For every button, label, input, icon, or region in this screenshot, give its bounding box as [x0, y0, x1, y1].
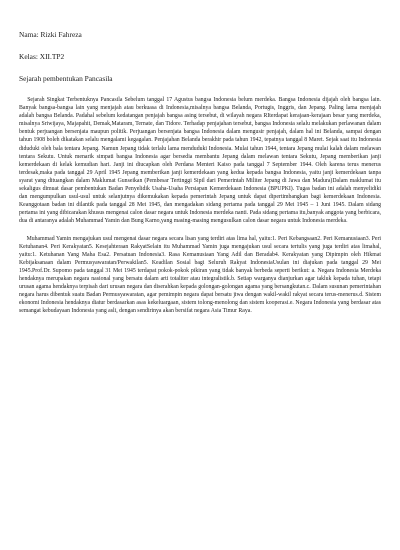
- proposal-paragraph: [19, 235, 381, 316]
- history-paragraph: [19, 96, 381, 226]
- student-name-line: Nama: Rizki Fahreza: [19, 30, 82, 39]
- class-line: Kelas: XII.TP2: [19, 52, 65, 61]
- topic-line: Sejarah pembentukan Pancasila: [19, 74, 113, 83]
- proposal-paragraph-text: Muhammad Yamin mengajukan usul mengenai dasar negara secara lisan yang terdiri atas lima hal, yaitu:1. Peri Kebangsaan2. Peri Kemanusiaan3. Peri Ketuhanan4. Peri Kerakyatan5. Kesejahteraan RakyatSelain itu Muhammad Yamin juga mengajukan usul secara tertulis yang juga terdiri atas limahal, yaitu:1. Ketuhanan Yang Maha Esa2. Persatuan Indonesia3. Rasa Kemanusiaan Yang Adil dan Beradab4. Kerakyatan yang Dipimpin oleh Hikmat Kebijaksanaan dalam Permusyawaratan/Perwakilan5. Keadilan Sosial bagi Seluruh Rakyat IndonesiaUsulan ini diajukan pada tanggal 29 Mei 1945.Prof.Dr. Supomo pada tanggal 31 Mei 1945 terdapat pokok-pokok pikiran yang tidak banyak berbeda seperti berikut: a. Negara Indonesia Merdeka hendaknya merupakan negara nasional yang bersatu dalam arti totaliter atau integralistik.b. Setiap warganya dianjurkan agar takluk kepada tuhan, tetapi urusan agama hendaknya terpisah dari urusan negara dan diserahkan kepada golongan-golongan agama yang bersangkutan.c. Dalam susunan pemerintahan negara harus dibentuk suatu Badan Permusyawaratan, agar pemimpin negara dapat bersatu jiwa dengan wakil-wakil rakyat secara terus-menerus.d. Sistem ekonomi Indonesia hendaknya diatur berdasarkan asas kekeluargaan, sistem tolong-menolong dan sistem kooperasi.e. Negara Indonesia yang berdasar atas semangat kebudayaan Indonesia yang asli, dengan sendirinya akan bersifat negara Asia Timur Raya.: [19, 235, 382, 315]
- history-paragraph-text: Sejarah Singkat Terbentuknya Pancasila Sebelum tanggal 17 Agustus bangsa Indonesia belum merdeka. Bangsa Indonesia dijajah oleh bangsa lain. Banyak bangsa-bangsa lain yang menjajah atau berkuasa di Indonesia,misalnya bangsa Belanda, Portugis, Inggris, dan Jepang. Paling lama menjajah adalah bangsa Belanda. Padahal sebelum kedatangan penjajah bangsa asing tersebut, di wilayah negara RIterdapat kerajaan-kerajaan besar yang merdeka, misalnya Sriwijaya, Majapahit, Demak,Mataram, Ternate, dan Tidore. Terhadap penjajahan tersebut, bangsa Indonesia selalu melakukan perlawanan dalam bentuk perjuangan bersenjata maupun politik. Perjuangan bersenjata bangsa Indonesia dalam mengusir penjajah, dalam hal ini Belanda, sampai dengan tahun 1908 boleh dikatakan selalu mengalami kegagalan. Penjajahan Belanda berakhir pada tahun 1942, tepatnya tanggal 8 Maret. Sejak saat itu Indonesia diduduki oleh bala tentara Jepang. Namun Jepang tidak terlalu lama menduduki Indonesia. Mulai tahun 1944, tentara Jepang mulai kalah dalam melawan tentara Sekutu. Untuk menarik simpati bangsa Indonesia agar bersedia membantu Jepang dalam melawan tentara Sekutu, Jepang memberikan janji kemerdekaan di kelak kemudian hari. Janji ini diucapkan oleh Perdana Menteri Kaiso pada tanggal 7 September 1944. Oleh karena terus menerus terdesak,maka pada tanggal 29 April 1945 Jepang memberikan janji kemerdekaan yang kedua kepada bangsa Indonesia, yaitu janji kemerdekaan tanpa syarat yang dituangkan dalam Maklumat Gunseikan (Pembesar Tertinggi Sipil dari Pemerintah Militer Jepang di Jawa dan Madura)Dalam maklumat itu sekaligus dimuat dasar pembentukan Badan Penyelidik Usaha-Usaha Persiapan Kemerdekaan Indonesia (BPUPKI). Tugas badan ini adalah menyelidiki dan mengumpulkan usul-usul untuk selanjutnya dikemukakan kepada pemerintah Jepang untuk dapat dipertimbangkan bagi kemerdekaan Indonesia. Keanggotaan badan ini dilantik pada tanggal 28 Mei 1945, dan mengadakan sidang pertama pada tanggal 29 Mei 1945 – 1 Juni 1945. Dalam sidang pertama ini yang dibicarakan khusus mengenai calon dasar negara untuk Indonesia merdeka nanti. Pada sidang pertama itu,banyak anggota yang berbicara, dua di antaranya adalah Muhammad Yamin dan Bung Karno,yang masing-masing mengusulkan calon dasar negara untuk Indonesia merdeka.: [19, 97, 381, 225]
